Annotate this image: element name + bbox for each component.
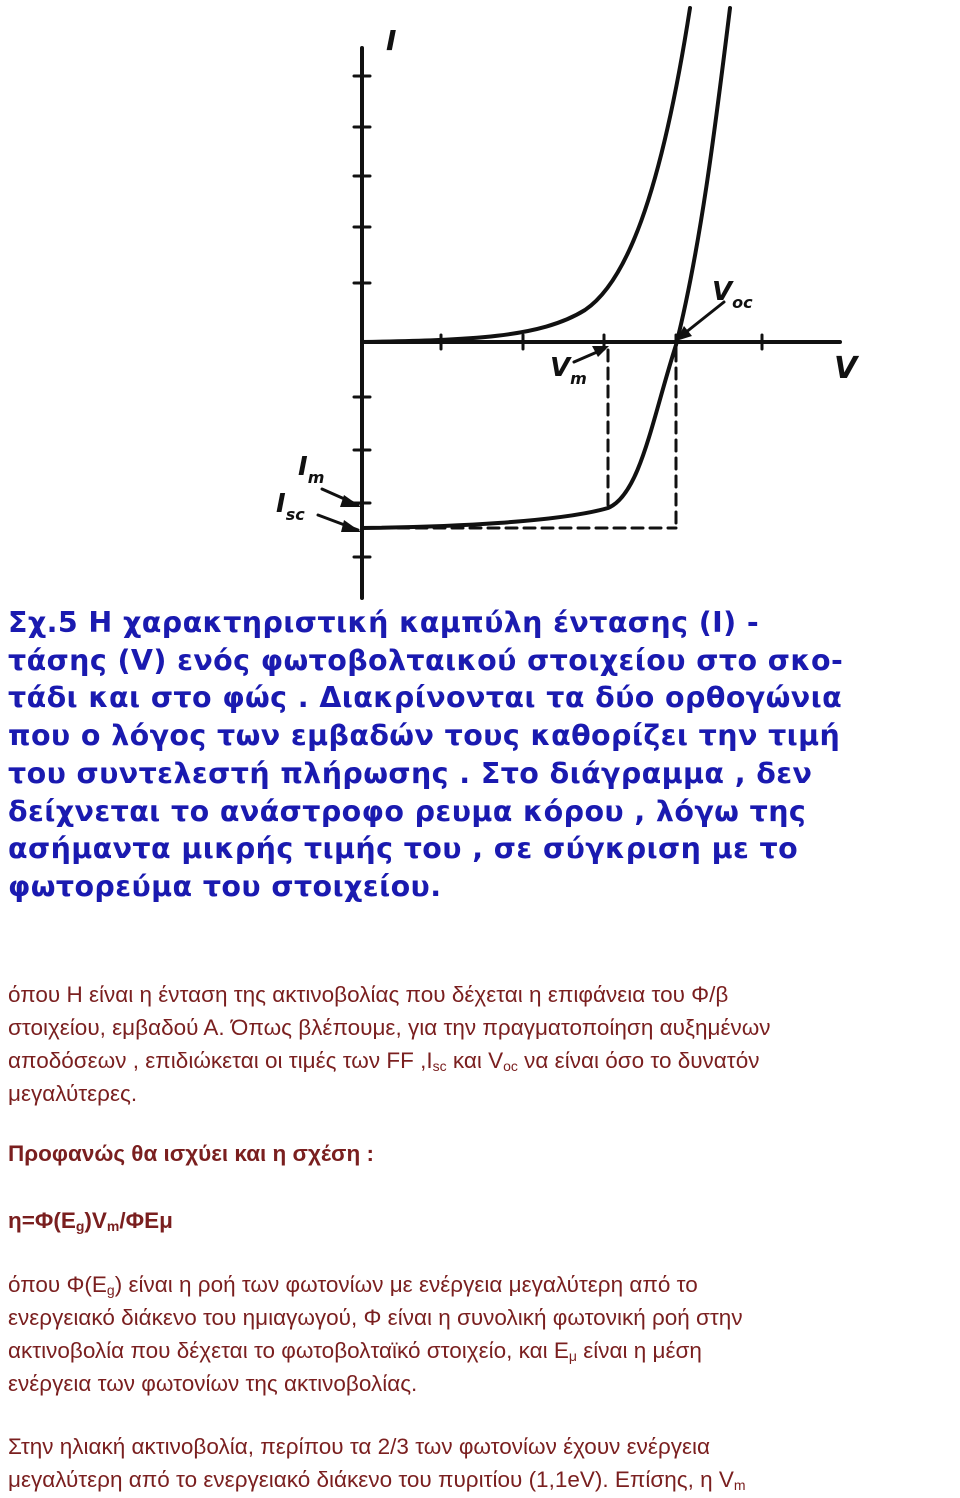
relation-heading: Προφανώς θα ισχύει και η σχέση : <box>8 1141 374 1166</box>
text-segment: ακτινοβολία που δέχεται το φωτοβολταϊκό στοιχείο, και E <box>8 1338 569 1363</box>
dark-iv-curve <box>362 8 690 342</box>
paragraph-line: όπου Η είναι η ένταση της ακτινοβολίας που δέχεται η επιφάνεια του Φ/β <box>8 982 729 1007</box>
voc-label: $V_{oc}$ <box>712 277 753 312</box>
formula-segment: )V <box>84 1208 107 1233</box>
caption-line: του συντελεστή πλήρωσης . Στο διάγραμμα , δεν <box>8 756 813 790</box>
iv-curve-figure <box>0 0 960 600</box>
paragraph-line <box>8 1334 953 1367</box>
text-segment: αποδόσεων , επιδιώκεται οι τιμές των FF ,I <box>8 1048 433 1073</box>
caption-line: φωτορεύμα του στοιχείου. <box>8 869 442 903</box>
efficiency-formula <box>8 1204 953 1237</box>
paragraph-line: ενέργεια των φωτονίων της ακτινοβολίας. <box>8 1371 418 1396</box>
text-segment: και V <box>446 1048 504 1073</box>
caption-line: τάσης (V) ενός φωτοβολταικού στοιχείου στο σκο- <box>8 643 844 677</box>
subscript: oc <box>503 1058 518 1074</box>
caption-line: που ο λόγος των εμβαδών τους καθορίζει την τιμή <box>8 719 841 753</box>
voltage-axis-label: V <box>834 351 858 386</box>
subscript: sc <box>432 1058 447 1074</box>
text-segment: είναι η μέση <box>576 1338 702 1363</box>
caption-line: Σχ.5 Η χαρακτηριστική καμπύλη έντασης (Ι) - <box>8 606 760 639</box>
paragraph-line: μεγαλύτερες. <box>8 1081 138 1106</box>
caption-line: ασήμαντα μικρής τιμής του , σε σύγκριση με το <box>8 832 799 866</box>
text-segment: όπου Φ(E <box>8 1272 107 1297</box>
subscript: m <box>733 1477 746 1493</box>
ideal-rectangle <box>362 350 676 528</box>
paragraph-formula-explanation <box>8 1268 953 1400</box>
text-segment: να είναι όσο το δυνατόν <box>517 1048 760 1073</box>
paragraph-line: Στην ηλιακή ακτινοβολία, περίπου τα 2/3 των φωτονίων έχουν ενέργεια <box>8 1434 711 1459</box>
current-axis-label: I <box>386 24 397 57</box>
pointer-arrows <box>318 302 724 530</box>
subscript: m <box>106 1218 120 1234</box>
subscript: μ <box>568 1348 577 1364</box>
paragraph-line <box>8 1268 953 1301</box>
formula-segment: /ΦEμ <box>119 1208 173 1233</box>
subscript: g <box>75 1218 85 1234</box>
paragraph-line: ενεργειακό διάκενο του ημιαγωγού, Φ είναι η συνολική φωτονική ροή στην <box>8 1305 743 1330</box>
paragraph-line: στοιχείου, εμβαδού Α. Όπως βλέπουμε, για την πραγματοποίηση αυξημένων <box>8 1015 771 1040</box>
vm-label: $V_m$ <box>550 353 587 388</box>
isc-label: $I_{sc}$ <box>276 489 305 524</box>
figure-caption <box>8 604 938 906</box>
text-segment: μεγαλύτερη από το ενεργειακό διάκενο του πυριτίου (1,1eV). Επίσης, η V <box>8 1467 734 1492</box>
paragraph-line <box>8 1044 953 1077</box>
paragraph-solar-photons <box>8 1430 953 1496</box>
formula-segment: η=Φ(E <box>8 1208 76 1233</box>
subscript: g <box>106 1282 115 1298</box>
im-label: $I_m$ <box>298 452 325 487</box>
paragraph-efficiency-intro <box>8 978 953 1110</box>
caption-line: δείχνεται το ανάστροφο ρευμα κόρου , λόγω της <box>8 794 807 828</box>
caption-line: τάδι και στο φώς . Διακρίνονται τα δύο ορθογώνια <box>8 681 843 715</box>
paragraph-line <box>8 1463 953 1496</box>
text-segment: ) είναι η ροή των φωτονίων με ενέργεια μεγαλύτερη από το <box>114 1272 698 1297</box>
